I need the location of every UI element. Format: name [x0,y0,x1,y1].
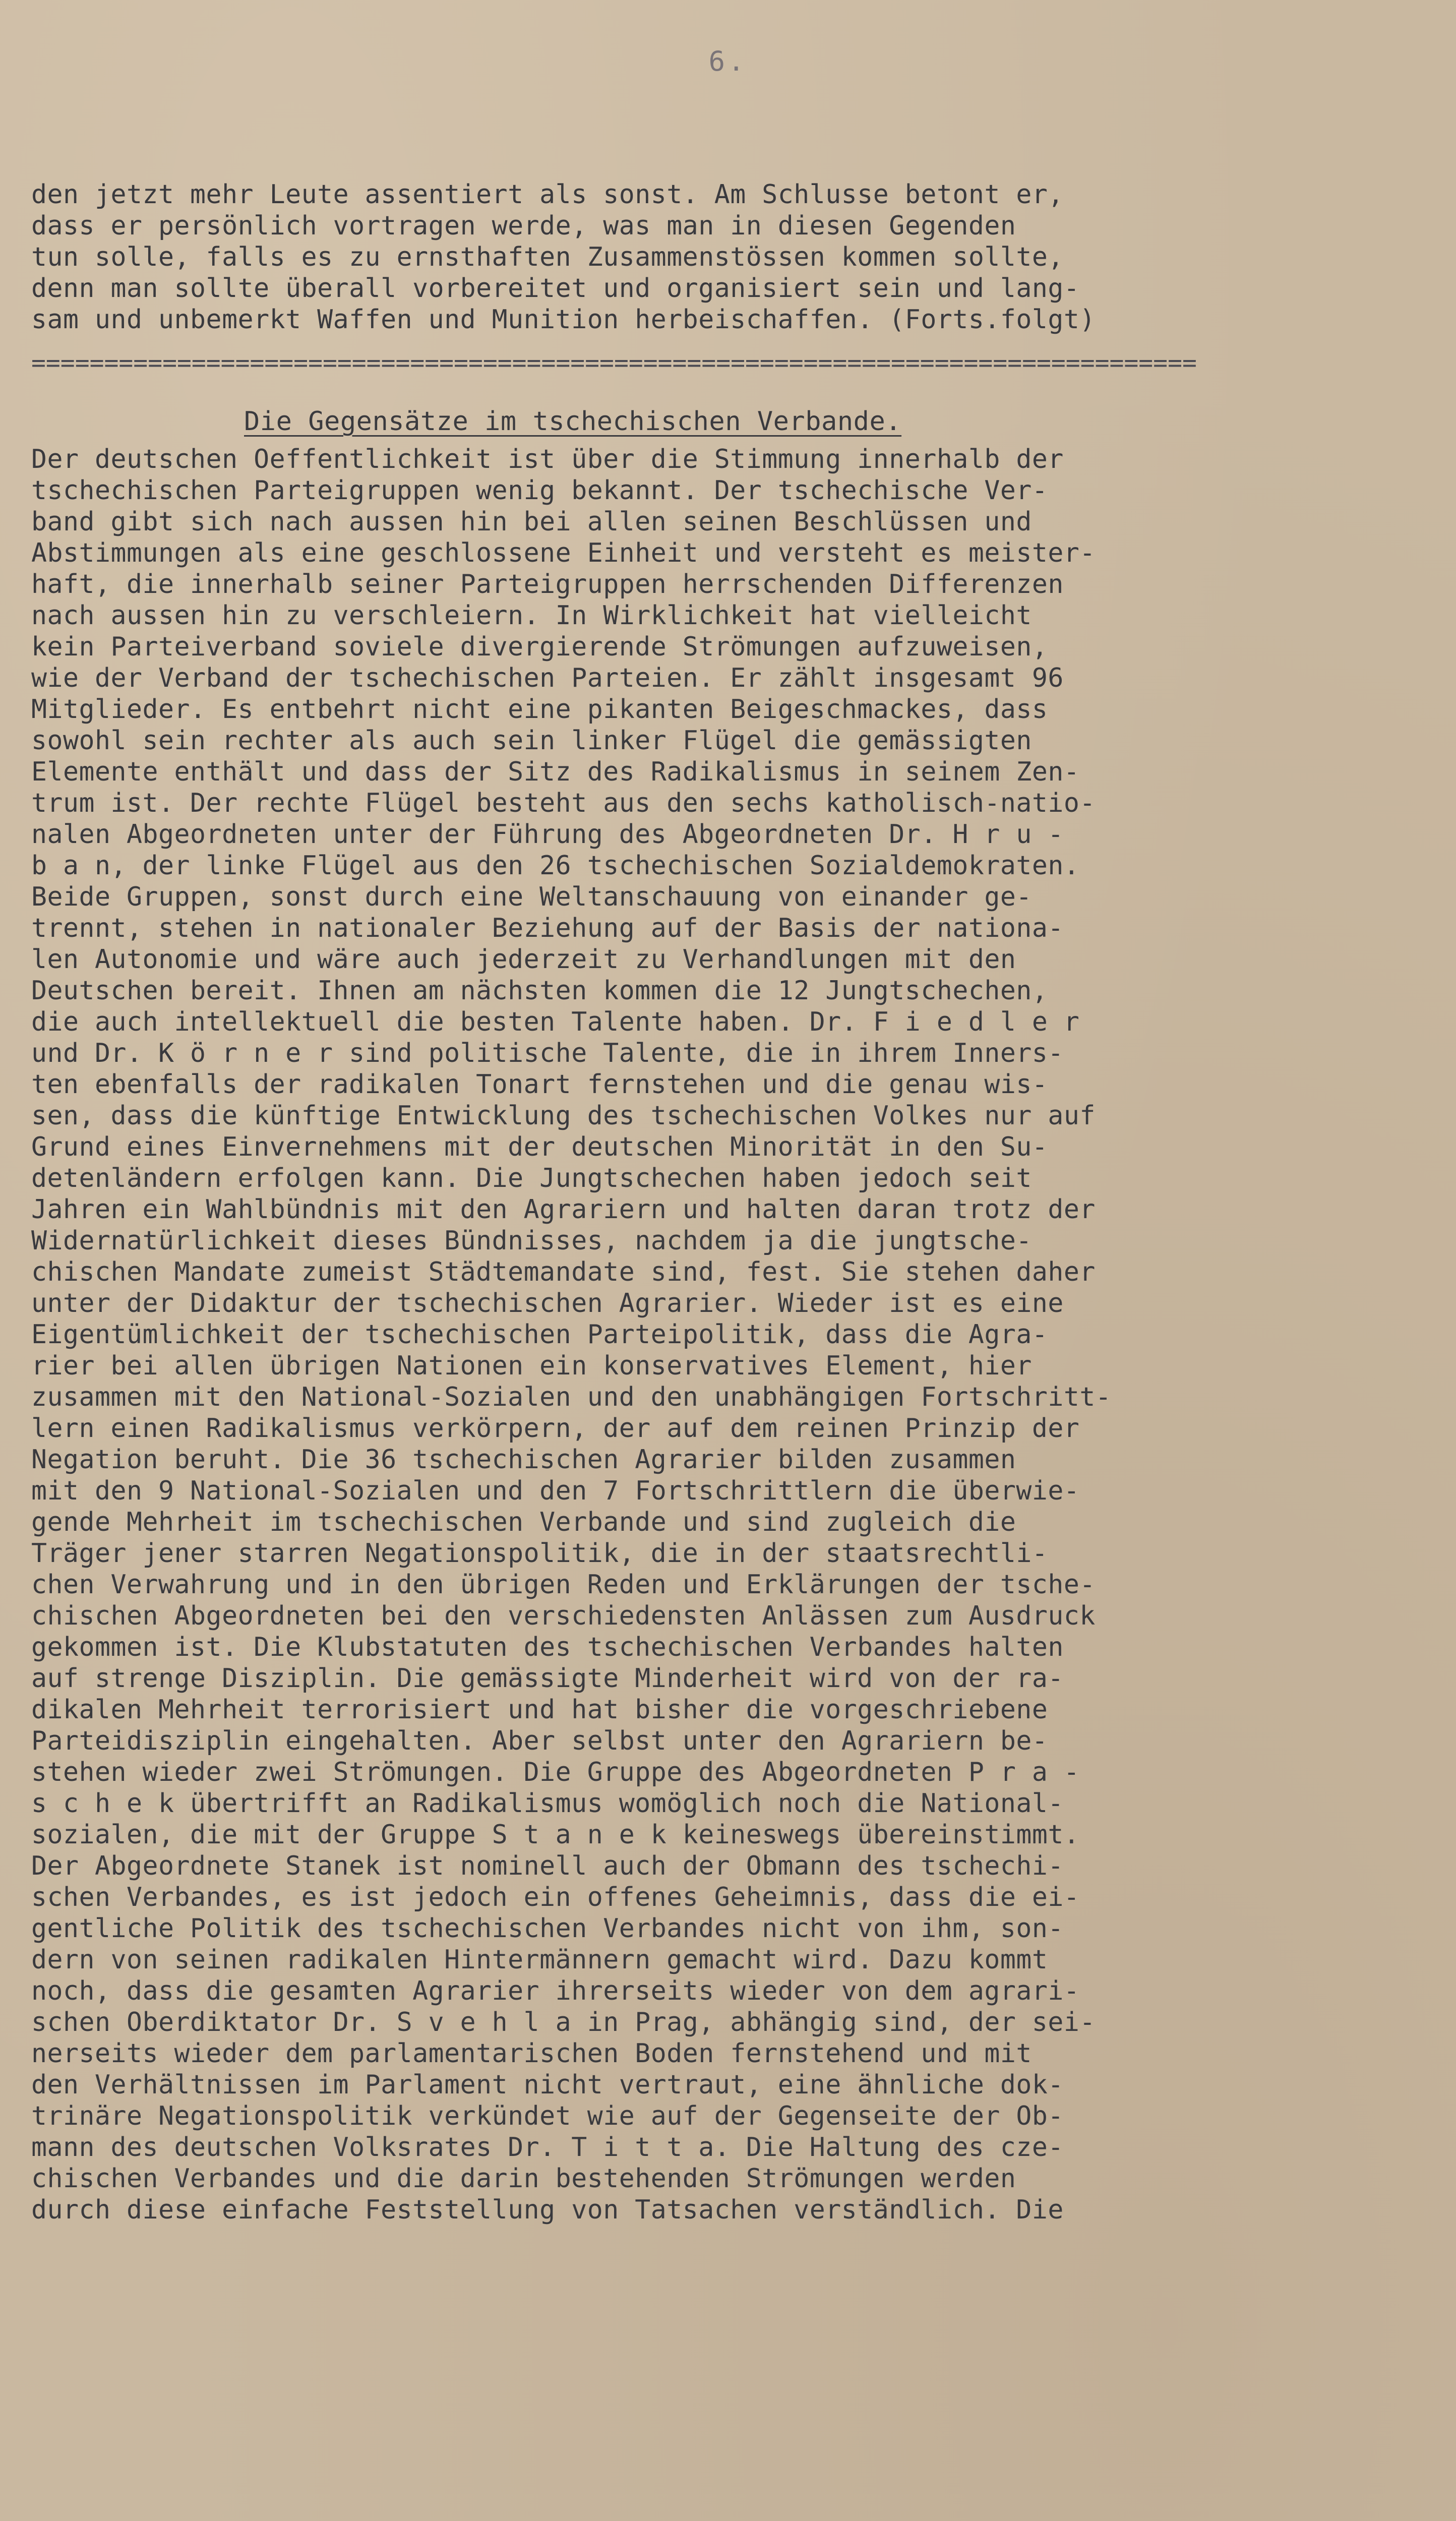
text-line: auf strenge Disziplin. Die gemässigte Minderheit wird von der ra- [31,1663,1064,1694]
text-line: Der Abgeordnete Stanek ist nominell auch der Obmann des tschechi- [31,1851,1064,1881]
text-line: len Autonomie und wäre auch jederzeit zu Verhandlungen mit den [31,944,1016,975]
text-line: lern einen Radikalismus verkörpern, der auf dem reinen Prinzip der [31,1413,1080,1444]
text-line: zusammen mit den National-Sozialen und den unabhängigen Fortschritt- [31,1382,1112,1412]
text-line: dern von seinen radikalen Hintermännern gemacht wird. Dazu kommt [31,1945,1048,1975]
text-line: wie der Verband der tschechischen Parteien. Er zählt insgesamt 96 [31,663,1064,693]
page-number: 6. [708,45,748,77]
text-line: sam und unbemerkt Waffen und Munition herbeischaffen. (Forts.folgt) [31,305,1096,335]
text-line: den Verhältnissen im Parlament nicht vertraut, eine ähnliche dok- [31,2070,1064,2100]
text-line: dikalen Mehrheit terrorisiert und hat bisher die vorgeschriebene [31,1695,1048,1725]
text-line: chischen Verbandes und die darin bestehenden Strömungen werden [31,2164,1016,2194]
text-line: band gibt sich nach aussen hin bei allen seinen Beschlüssen und [31,507,1032,537]
text-line: unter der Didaktur der tschechischen Agrarier. Wieder ist es eine [31,1288,1064,1318]
text-line: gentliche Politik des tschechischen Verbandes nicht von ihm, son- [31,1913,1064,1944]
text-line: durch diese einfache Feststellung von Tatsachen verständlich. Die [31,2195,1064,2225]
text-line: Eigentümlichkeit der tschechischen Parteipolitik, dass die Agra- [31,1319,1048,1350]
text-line: stehen wieder zwei Strömungen. Die Gruppe des Abgeordneten P r a - [31,1757,1080,1787]
text-line: Negation beruht. Die 36 tschechischen Agrarier bilden zusammen [31,1445,1016,1475]
text-line: s c h e k übertrifft an Radikalismus womöglich noch die National- [31,1788,1064,1819]
text-line: und Dr. K ö r n e r sind politische Talente, die in ihrem Inners- [31,1038,1064,1068]
text-line: Jahren ein Wahlbündnis mit den Agrariern und halten daran trotz der [31,1194,1096,1225]
text-line: Abstimmungen als eine geschlossene Einheit und versteht es meister- [31,538,1096,568]
text-line: den jetzt mehr Leute assentiert als sonst. Am Schlusse betont er, [31,179,1064,210]
text-line: Mitglieder. Es entbehrt nicht eine pikanten Beigeschmackes, dass [31,694,1048,725]
text-line: nach aussen hin zu verschleiern. In Wirklichkeit hat vielleicht [31,601,1032,631]
text-line: chen Verwahrung und in den übrigen Reden und Erklärungen der tsche- [31,1570,1096,1600]
text-line: schen Verbandes, es ist jedoch ein offenes Geheimnis, dass die ei- [31,1882,1080,1912]
text-line: Elemente enthält und dass der Sitz des Radikalismus in seinem Zen- [31,757,1080,787]
separator-rule: ================================================================================ [31,353,1197,373]
text-line: Der deutschen Oeffentlichkeit ist über die Stimmung innerhalb der [31,444,1064,474]
text-line: tschechischen Parteigruppen wenig bekannt. Der tschechische Ver- [31,475,1048,506]
text-line: gende Mehrheit im tschechischen Verbande und sind zugleich die [31,1507,1016,1537]
text-line: detenländern erfolgen kann. Die Jungtschechen haben jedoch seit [31,1163,1032,1193]
text-line: trinäre Negationspolitik verkündet wie auf der Gegenseite der Ob- [31,2101,1064,2131]
text-line: Parteidisziplin eingehalten. Aber selbst unter den Agrariern be- [31,1726,1048,1756]
text-line: sozialen, die mit der Gruppe S t a n e k keineswegs übereinstimmt. [31,1820,1080,1850]
body-paragraph [31,444,1413,2226]
text-line: mann des deutschen Volksrates Dr. T i t t a. Die Haltung des cze- [31,2132,1064,2163]
text-line: tun solle, falls es zu ernsthaften Zusammenstössen kommen sollte, [31,242,1064,272]
text-line: Widernatürlichkeit dieses Bündnisses, nachdem ja die jungtsche- [31,1226,1032,1256]
text-line: chischen Mandate zumeist Städtemandate sind, fest. Sie stehen daher [31,1257,1096,1287]
text-line: sen, dass die künftige Entwicklung des tschechischen Volkes nur auf [31,1101,1096,1131]
text-line: b a n, der linke Flügel aus den 26 tschechischen Sozialdemokraten. [31,851,1080,881]
text-line: chischen Abgeordneten bei den verschiedensten Anlässen zum Ausdruck [31,1601,1096,1631]
text-line: kein Parteiverband soviele divergierende Strömungen aufzuweisen, [31,632,1048,662]
text-line: mit den 9 National-Sozialen und den 7 Fortschrittlern die überwie- [31,1476,1080,1506]
text-line: schen Oberdiktator Dr. S v e h l a in Prag, abhängig sind, der sei- [31,2007,1096,2037]
text-line: Deutschen bereit. Ihnen am nächsten kommen die 12 Jungtschechen, [31,976,1048,1006]
text-line: trum ist. Der rechte Flügel besteht aus den sechs katholisch-natio- [31,788,1096,818]
text-line: denn man sollte überall vorbereitet und organisiert sein und lang- [31,273,1080,304]
text-line: Beide Gruppen, sonst durch eine Weltanschauung von einander ge- [31,882,1032,912]
text-line: Träger jener starren Negationspolitik, die in der staatsrechtli- [31,1538,1048,1569]
text-line: nalen Abgeordneten unter der Führung des Abgeordneten Dr. H r u - [31,819,1064,850]
section-heading: Die Gegensätze im tschechischen Verbande. [244,406,902,437]
text-line: ten ebenfalls der radikalen Tonart fernstehen und die genau wis- [31,1069,1048,1100]
text-line: trennt, stehen in nationaler Beziehung auf der Basis der nationa- [31,913,1064,943]
text-line: die auch intellektuell die besten Talente haben. Dr. F i e d l e r [31,1007,1080,1037]
text-line: gekommen ist. Die Klubstatuten des tschechischen Verbandes halten [31,1632,1064,1662]
text-line: Grund eines Einvernehmens mit der deutschen Minorität in den Su- [31,1132,1048,1162]
text-line: rier bei allen übrigen Nationen ein konservatives Element, hier [31,1351,1032,1381]
intro-paragraph [31,179,1413,335]
text-line: dass er persönlich vortragen werde, was man in diesen Gegenden [31,211,1016,241]
text-line: haft, die innerhalb seiner Parteigruppen herrschenden Differenzen [31,569,1064,599]
text-line: noch, dass die gesamten Agrarier ihrerseits wieder von dem agrari- [31,1976,1080,2006]
text-line: nerseits wieder dem parlamentarischen Boden fernstehend und mit [31,2038,1032,2069]
text-line: sowohl sein rechter als auch sein linker Flügel die gemässigten [31,726,1032,756]
